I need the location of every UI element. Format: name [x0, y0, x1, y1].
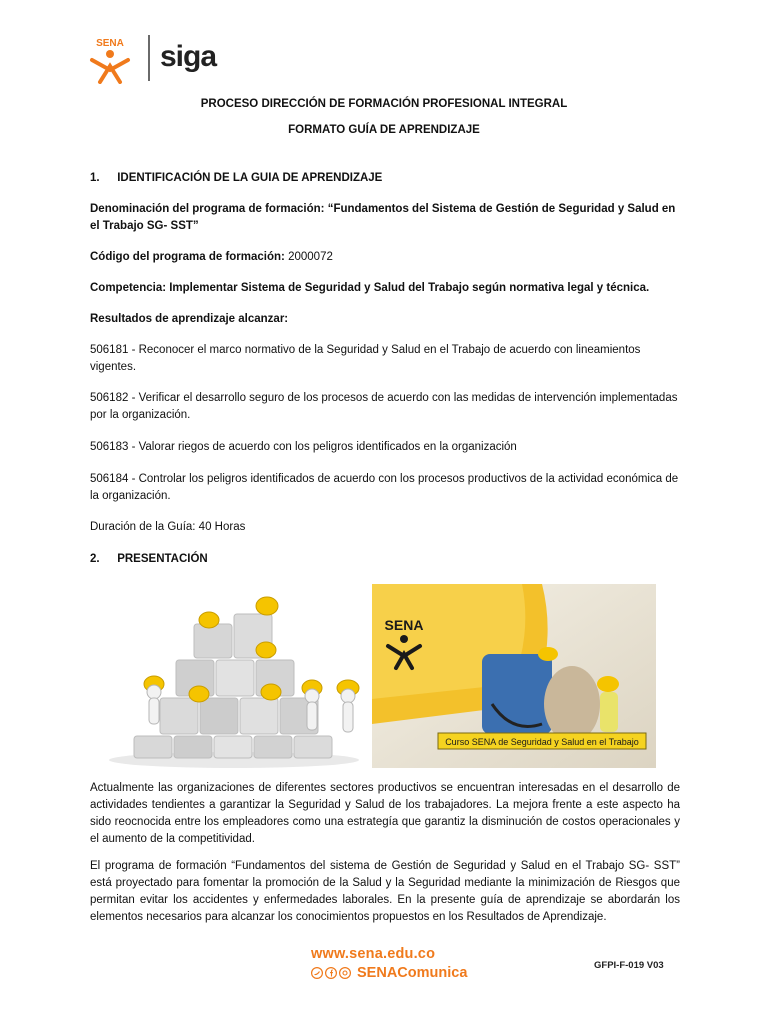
siga-logo: [160, 36, 240, 80]
sena-course-image: [372, 584, 656, 768]
program-code-label: Código del programa de formación:: [90, 251, 285, 263]
document-title-line1: PROCESO DIRECCIÓN DE FORMACIÓN PROFESIONAL INTEGRAL: [200, 98, 568, 110]
puzzle-workers-image: [94, 584, 368, 768]
presentation-paragraph-1: Actualmente las organizaciones de diferentes sectores productivos se encuentran interesadas en el desarrollo de actividades tendientes a garantizar la Seguridad y Salud de los trabajadores. La mejora frente a este aspecto ha sido reocnocida entre los empleadores como una estrategía que garantiz la disminución de costos operacionales y el aumento de la competitividad.: [90, 782, 680, 845]
learning-result-1: 506181 - Reconocer el marco normativo de la Seguridad y Salud en el Trabajo de acuerdo con lineamientos vigentes.: [90, 344, 641, 373]
sena-logo: [84, 32, 136, 84]
sena-helmet-text: SENA: [384, 617, 424, 633]
footer-social-handle[interactable]: SENAComunica: [357, 965, 468, 981]
learning-result-4: 506184 - Controlar los peligros identificados de acuerdo con los procesos productivos de la actividad económica de la organización.: [90, 473, 679, 502]
learning-result-2: 506182 - Verificar el desarrollo seguro de los procesos de acuerdo con las medidas de intervención implementadas por la organización.: [90, 392, 678, 421]
results-heading: Resultados de aprendizaje alcanzar:: [90, 313, 289, 325]
competency: Competencia: Implementar Sistema de Seguridad y Salud del Trabajo según normativa legal y técnica.: [90, 282, 650, 294]
svg-text:siga: siga: [160, 40, 217, 73]
footer-social: [311, 965, 467, 981]
twitter-icon[interactable]: [311, 967, 323, 979]
guide-duration: Duración de la Guía: 40 Horas: [90, 521, 246, 533]
document-title-line2: FORMATO GUÍA DE APRENDIZAJE: [288, 124, 480, 136]
section2-title: PRESENTACIÓN: [117, 553, 208, 565]
sena-course-caption: Curso SENA de Seguridad y Salud en el Trabajo: [445, 737, 639, 747]
document-code: GFPI-F-019 V03: [594, 960, 664, 971]
instagram-icon[interactable]: [339, 967, 351, 979]
facebook-icon[interactable]: [325, 967, 337, 979]
program-name: Denominación del programa de formación: “Fundamentos del Sistema de Gestión de Seguridad y Salud en el Trabajo SG- SST”: [90, 203, 676, 232]
program-code: [90, 249, 680, 266]
learning-result-3: 506183 - Valorar riegos de acuerdo con los peligros identificados en la organización: [90, 441, 517, 453]
social-icons: [311, 967, 353, 979]
section1-heading: [90, 170, 680, 187]
program-code-value: 2000072: [284, 251, 333, 263]
header-logos: [84, 30, 240, 86]
presentation-paragraph-2: El programa de formación “Fundamentos del sistema de Gestión de Seguridad y Salud en el Trabajo SG- SST” está proyectado para fomentar la promoción de la Salud y la Seguridad mediante la minimización de Riesgos que permitan evitar los accidentes y enfermedades laborales. En la presente guía de aprendizaje se abordarán los elementos necesarios para alcanzar los conocimientos propuestos en los Resultados de Aprendizaje.: [90, 860, 680, 923]
section2-number: 2.: [90, 553, 100, 565]
logo-divider: [148, 35, 150, 81]
footer-website-link[interactable]: www.sena.edu.co: [311, 946, 436, 962]
svg-text:SENA: SENA: [96, 38, 124, 49]
section2-heading: [90, 551, 680, 568]
section1-number: 1.: [90, 172, 100, 184]
section1-title: IDENTIFICACIÓN DE LA GUIA DE APRENDIZAJE: [117, 172, 383, 184]
